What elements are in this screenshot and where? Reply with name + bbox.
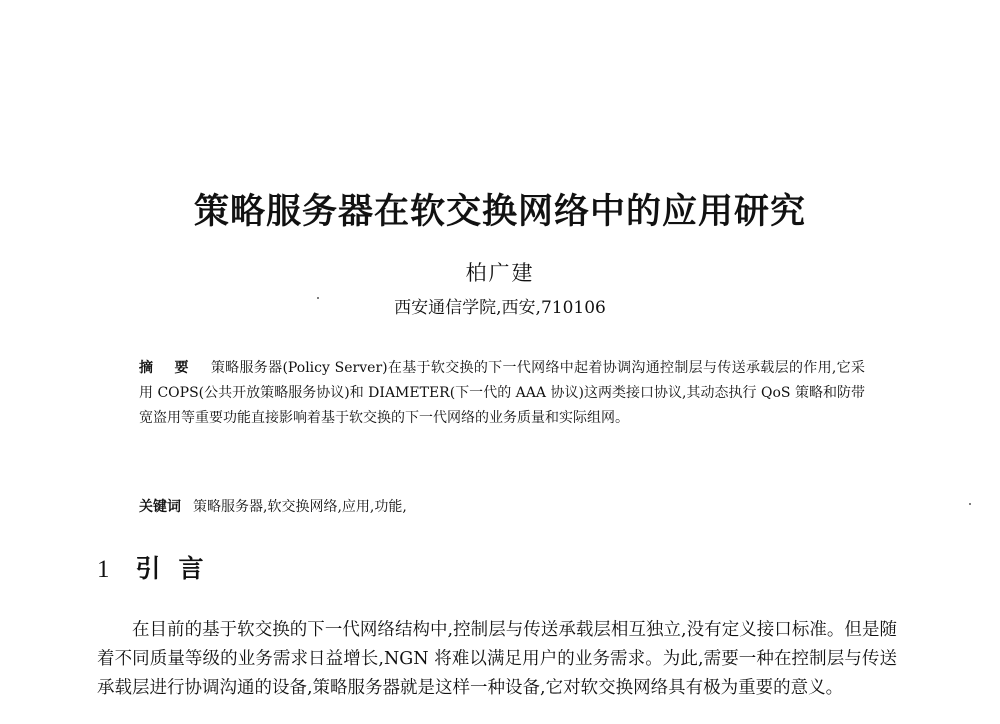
keywords	[139, 496, 865, 518]
author-name: 柏广建	[465, 261, 535, 285]
body-paragraph: 在目前的基于软交换的下一代网络结构中,控制层与传送承载层相互独立,没有定义接口标准。但是随着不同质量等级的业务需求日益增长,NGN 将难以满足用户的业务需求。为此,需要一种在控制层与传送承载层进行协调沟通的设备,策略服务器就是这样一种设备,它对软交换网络具有极为重要的意义。	[97, 620, 897, 698]
keywords-text: 策略服务器,软交换网络,应用,功能,	[193, 499, 407, 515]
section-heading	[97, 552, 222, 587]
scan-speck	[317, 297, 319, 299]
paper-title: 策略服务器在软交换网络中的应用研究	[193, 192, 806, 232]
abstract-text: 策略服务器(Policy Server)在基于软交换的下一代网络中起着协调沟通控制层与传送承载层的作用,它采用 COPS(公共开放策略服务协议)和 DIAMETER(下一代的 AAA 协议)这两类接口协议,其动态执行 QoS 策略和防带宽盗用等重要功能直接影响着基于软交换的下一代网络的业务质量和实际组网。	[139, 360, 865, 426]
section-title: 引言	[135, 554, 222, 583]
section-number: 1	[97, 556, 110, 583]
author-affiliation: 西安通信学院,西安,710106	[394, 298, 606, 318]
scan-speck	[969, 503, 971, 505]
keywords-label: 关键词	[139, 499, 181, 515]
abstract-label: 摘 要	[139, 360, 197, 376]
abstract	[139, 356, 865, 431]
